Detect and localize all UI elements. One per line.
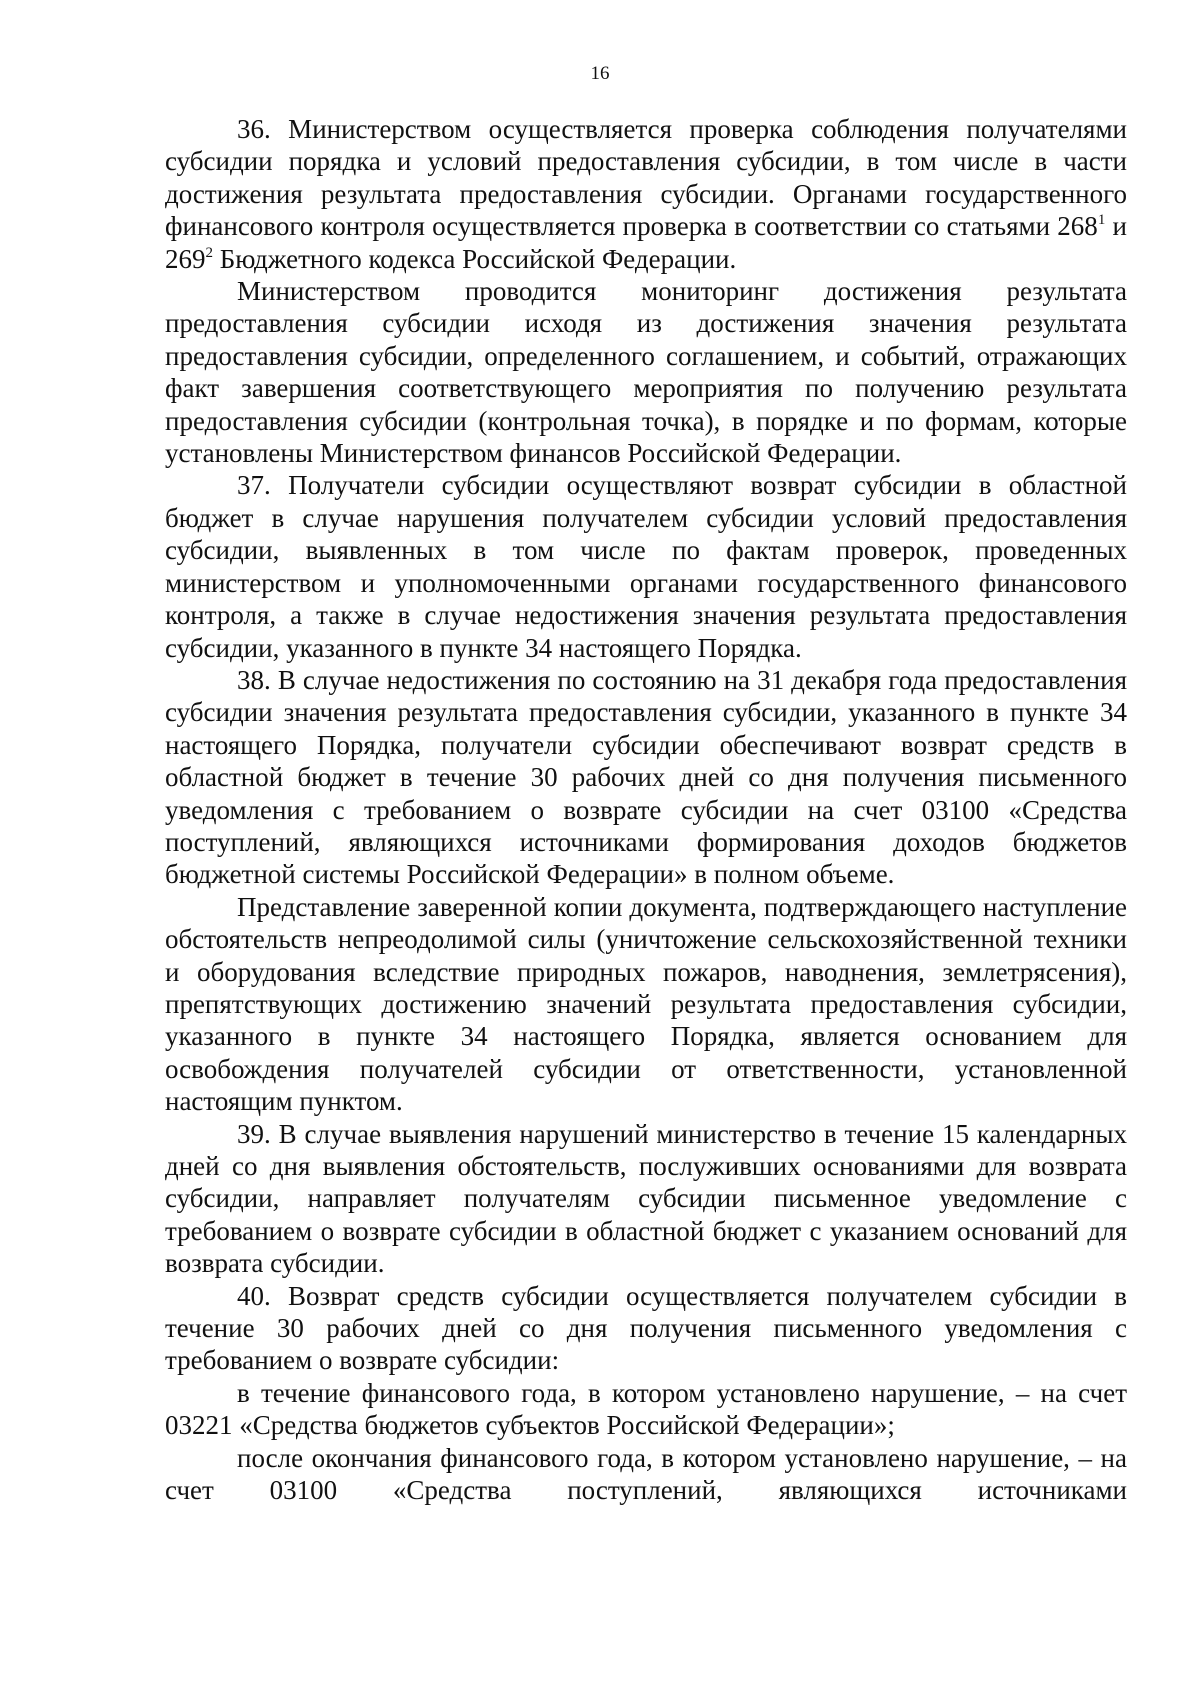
paragraph-text: 37. Получатели субсидии осуществляют возврат субсидии в областной бюджет в случае нарушения получателем субсидии условий предоставления субсидии, выявленных в том числе по фактам проверок, проведенных министерством и уполномоченными органами государственного финансового контроля, а также в случае недостижения значения результата предоставления субсидии, указанного в пункте 34 настоящего Порядка. <box>165 470 1127 663</box>
paragraph-text: 36. Министерством осуществляется проверка соблюдения получателями субсидии порядка и условий предоставления субсидии, в том числе в части достижения результата предоставления субсидии. Органами государственного финансового контроля осуществляется проверка в соответствии со статьями 268 <box>165 114 1127 242</box>
paragraph <box>165 664 1127 891</box>
superscript: 1 <box>1097 212 1106 229</box>
page-number: 16 <box>590 63 610 84</box>
superscript: 2 <box>205 244 213 261</box>
paragraph-text: и 269 <box>165 211 1127 274</box>
paragraph <box>165 1280 1127 1377</box>
paragraph <box>165 275 1127 469</box>
paragraph-text: 40. Возврат средств субсидии осуществляется получателем субсидии в течение 30 рабочих дней со дня получения письменного уведомления с требованием о возврате субсидии: <box>165 1280 1127 1376</box>
paragraph-text: Министерством проводится мониторинг достижения результата предоставления субсидии исходя из достижения значения результата предоставления субсидии, определенного соглашением, и событий, отражающих факт завершения соответствующего мероприятия по получению результата предоставления субсидии (контрольная точка), в порядке и по формам, которые установлены Министерством финансов Российской Федерации. <box>165 276 1127 469</box>
document-body <box>165 113 1127 1506</box>
paragraph-text: в течение финансового года, в котором установлено нарушение, – на счет 03221 «Средства бюджетов субъектов Российской Федерации»; <box>165 1377 1127 1441</box>
paragraph <box>165 891 1127 1118</box>
paragraph-text: 38. В случае недостижения по состоянию на 31 декабря года предоставления субсидии значения результата предоставления субсидии, указанного в пункте 34 настоящего Порядка, получатели субсидии обеспечивают возврат средств в областной бюджет в течение 30 рабочих дней со дня получения письменного уведомления с требованием о возврате субсидии на счет 03100 «Средства поступлений, являющихся источниками формирования доходов бюджетов бюджетной системы Российской Федерации» в полном объеме. <box>165 664 1127 890</box>
paragraph-text: 39. В случае выявления нарушений министерство в течение 15 календарных дней со дня выявления обстоятельств, послуживших основаниями для возврата субсидии, направляет получателям субсидии письменное уведомление с требованием о возврате субсидии в областной бюджет с указанием оснований для возврата субсидии. <box>165 1118 1127 1279</box>
paragraph <box>165 113 1127 275</box>
paragraph <box>165 1442 1127 1507</box>
paragraph <box>165 469 1127 663</box>
paragraph-text: Представление заверенной копии документа, подтверждающего наступление обстоятельств непреодолимой силы (уничтожение сельскохозяйственной техники и оборудования вследствие природных пожаров, наводнения, землетрясения), препятствующих достижению значений результата предоставления субсидии, указанного в пункте 34 настоящего Порядка, является основанием для освобождения получателей субсидии от ответственности, установленной настоящим пунктом. <box>165 891 1127 1117</box>
paragraph-text: Бюджетного кодекса Российской Федерации. <box>213 243 737 274</box>
paragraph <box>165 1118 1127 1280</box>
paragraph <box>165 1377 1127 1442</box>
paragraph-text: после окончания финансового года, в котором установлено нарушение, – на счет 03100 «Средства поступлений, являющихся источниками <box>165 1442 1127 1506</box>
